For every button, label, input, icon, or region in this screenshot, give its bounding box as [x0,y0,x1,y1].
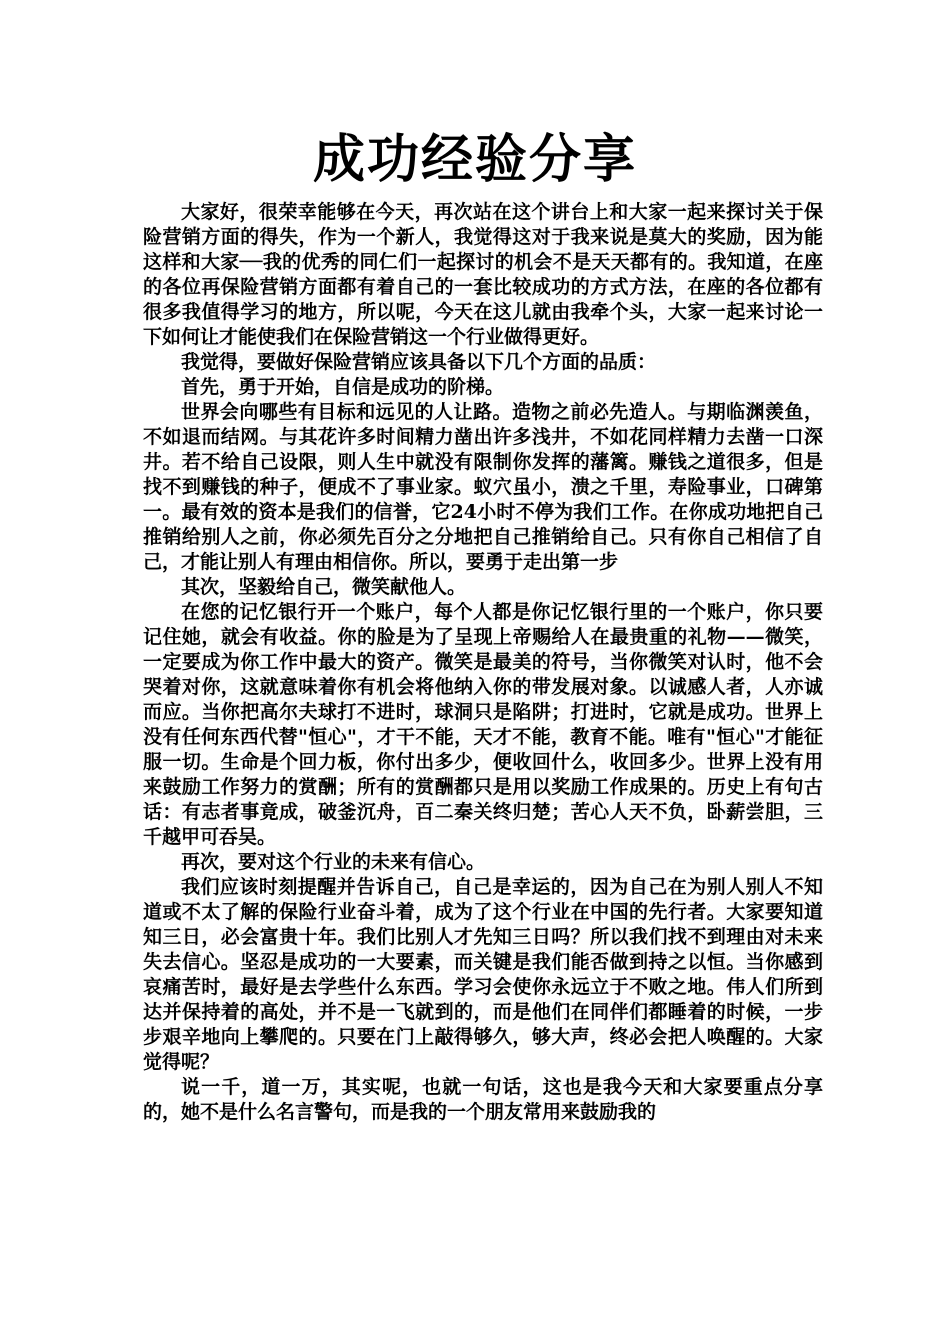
paragraph-first-point: 首先，勇于开始，自信是成功的阶梯。 [181,376,505,398]
paragraph-second-point: 其次，坚毅给自己，微笑献他人。 [181,576,467,598]
paragraph-first-detail: 世界会向哪些有目标和远见的人让路。造物之前必先造人。与期临渊羡鱼，不如退而结网。与其花许多时间精力凿出许多浅井，不如花同样精力去凿一口深井。若不给自己设限，则人生中就没有限制你发挥的藩篱。赚钱之道很多，但是找不到赚钱的种子，便成不了事业家。蚁穴虽小，溃之千里，寿险事业，口碑第一。最有效的资本是我们的信誉，它24小时不停为我们工作。在你成功地把自己推销给别人之前，你必须先百分之分地把自己推销给自己。只有你自己相信了自己，才能让别人有理由相信你。所以，要勇于走出第一步 [143,401,823,573]
document-body [143,200,823,1125]
paragraph-closing: 说一千，道一万，其实呢，也就一句话，这也是我今天和大家要重点分享的，她不是什么名言警句，而是我的一个朋友常用来鼓励我的 [143,1076,823,1123]
paragraph-third-detail: 我们应该时刻提醒并告诉自己，自己是幸运的，因为自己在为别人别人不知道或不太了解的保险行业奋斗着，成为了这个行业在中国的先行者。大家要知道知三日，必会富贵十年。我们比别人才先知三日吗？所以我们找不到理由对未来失去信心。坚忍是成功的一大要素，而关键是我们能否做到持之以恒。当你感到哀痛苦时，最好是去学些什么东西。学习会使你永远立于不败之地。伟人们所到达并保持着的高处，并不是一飞就到的，而是他们在同伴们都睡着的时候，一步步艰辛地向上攀爬的。只要在门上敲得够久，够大声，终必会把人唤醒的。大家觉得呢？ [143,876,823,1073]
paragraph-second-detail: 在您的记忆银行开一个账户，每个人都是你记忆银行里的一个账户，你只要记住她，就会有收益。你的脸是为了呈现上帝赐给人在最贵重的礼物——微笑，一定要成为你工作中最大的资产。微笑是最美的符号，当你微笑对认时，他不会哭着对你，这就意味着你有机会将他纳入你的带发展对象。以诚感人者，人亦诚而应。当你把高尔夫球打不进时，球洞只是陷阱；打进时，它就是成功。世界上没有任何东西代替"恒心"，才干不能，天才不能，教育不能。唯有"恒心"才能征服一切。生命是个回力板，你付出多少，便收回什么，收回多少。世界上没有用来鼓励工作努力的赏酬；所有的赏酬都只是用以奖励工作成果的。历史上有句古话：有志者事竟成，破釜沉舟，百二秦关终归楚；苦心人天不负，卧薪尝胆，三千越甲可吞吴。 [143,601,823,848]
paragraph-intro: 大家好，很荣幸能够在今天，再次站在这个讲台上和大家一起来探讨关于保险营销方面的得失，作为一个新人，我觉得这对于我来说是莫大的奖励，因为能这样和大家──我的优秀的同仁们一起探讨的机会不是天天都有的。我知道，在座的各位再保险营销方面都有着自己的一套比较成功的方式方法，在座的各位都有很多我值得学习的地方，所以呢，今天在这儿就由我牵个头，大家一起来讨论一下如何让才能使我们在保险营销这一个行业做得更好。 [143,201,823,348]
document-title: 成功经验分享 [312,129,637,190]
paragraph-qualities-lead: 我觉得，要做好保险营销应该具备以下几个方面的品质： [181,351,657,373]
paragraph-third-point: 再次，要对这个行业的未来有信心。 [181,851,486,873]
